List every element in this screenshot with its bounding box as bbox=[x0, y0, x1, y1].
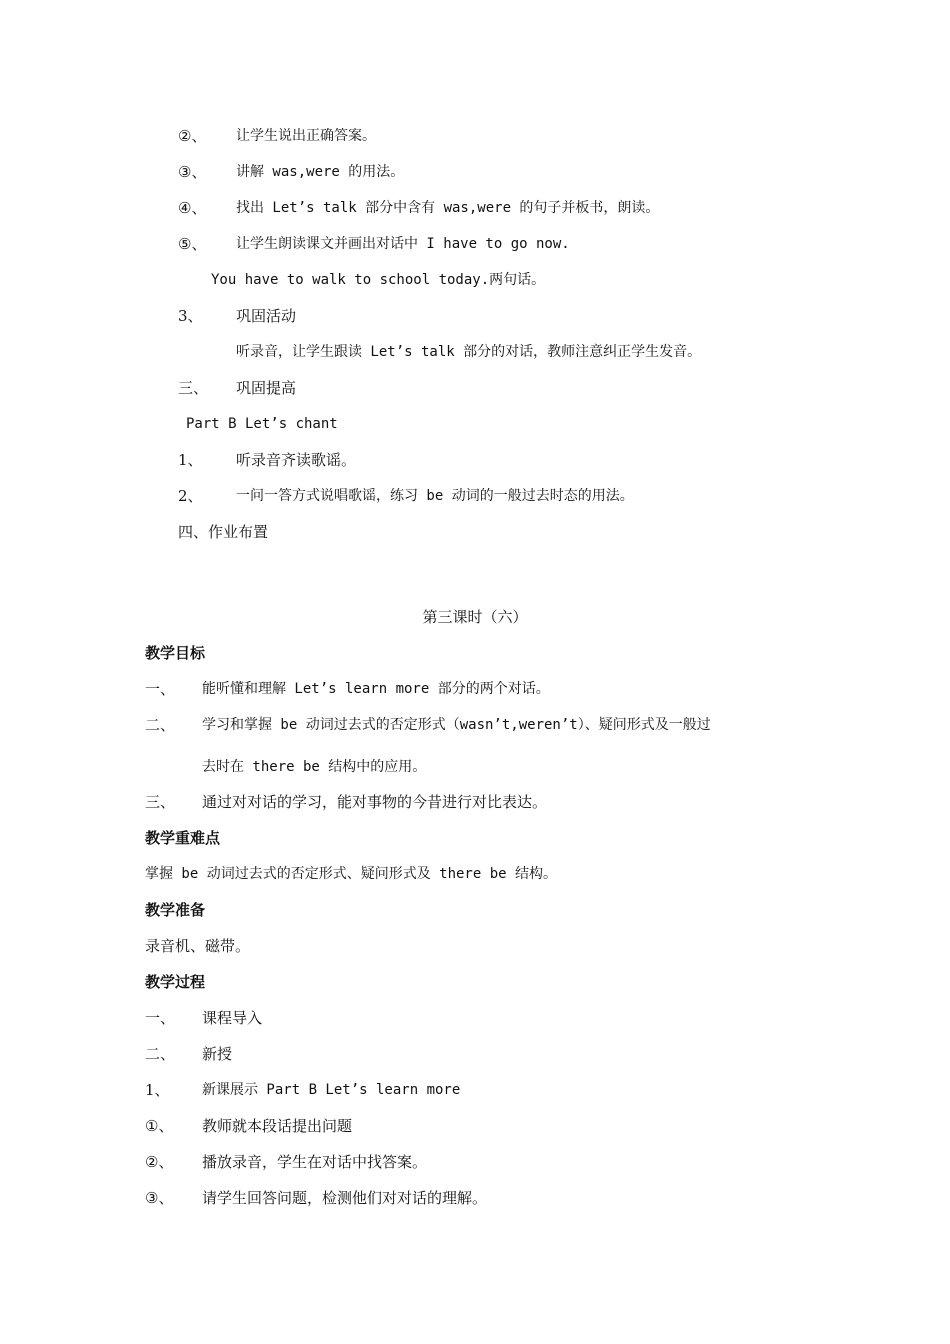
item-text-continued: 去时在 there be 结构中的应用。 bbox=[202, 759, 427, 775]
item-marker: ③、 bbox=[145, 1189, 174, 1207]
item-text: 教师就本段话提出问题 bbox=[202, 1117, 353, 1135]
step3-detail: 听录音，让学生跟读 Let’s talk 部分的对话，教师注意纠正学生发音。 bbox=[236, 344, 702, 360]
item-text: 新课展示 Part B Let’s learn more bbox=[202, 1082, 461, 1098]
item-text: 巩固活动 bbox=[236, 307, 297, 325]
item-marker: 一、 bbox=[145, 680, 176, 698]
item-marker: 2、 bbox=[178, 487, 203, 505]
item-marker: 1、 bbox=[178, 451, 203, 469]
item-marker: ④、 bbox=[178, 199, 207, 217]
item-text: 听录音齐读歌谣。 bbox=[236, 451, 357, 469]
item-text: 一问一答方式说唱歌谣，练习 be 动词的一般过去时态的用法。 bbox=[236, 488, 634, 504]
item-marker: 一、 bbox=[145, 1009, 176, 1027]
preparation-text: 录音机、磁带。 bbox=[145, 937, 251, 955]
item-text: 请学生回答问题，检测他们对对话的理解。 bbox=[202, 1189, 488, 1207]
item-text: 新授 bbox=[202, 1045, 233, 1063]
item-marker: 三、 bbox=[145, 793, 176, 811]
item-marker: 3、 bbox=[178, 307, 203, 325]
item-text: 播放录音，学生在对话中找答案。 bbox=[202, 1153, 428, 1171]
item-text: 学习和掌握 be 动词过去式的否定形式（wasn’t,weren’t）、疑问形式及一般过 bbox=[202, 717, 711, 733]
key-points-heading: 教学重难点 bbox=[145, 829, 221, 847]
goals-heading: 教学目标 bbox=[145, 644, 206, 662]
process-heading: 教学过程 bbox=[145, 973, 206, 991]
key-points-text: 掌握 be 动词过去式的否定形式、疑问形式及 there be 结构。 bbox=[145, 866, 558, 882]
item-marker: 1、 bbox=[145, 1081, 170, 1099]
item-text: 找出 Let’s talk 部分中含有 was,were 的句子并板书，朗读。 bbox=[236, 200, 660, 216]
item-text: 巩固提高 bbox=[236, 379, 297, 397]
item-text: 让学生朗读课文并画出对话中 I have to go now. bbox=[236, 236, 570, 252]
homework-heading: 四、作业布置 bbox=[178, 523, 269, 541]
item-marker: ⑤、 bbox=[178, 235, 207, 253]
continuation-text: You have to walk to school today.两句话。 bbox=[211, 272, 546, 288]
item-text: 课程导入 bbox=[202, 1009, 263, 1027]
item-marker: ②、 bbox=[145, 1153, 174, 1171]
item-marker: ①、 bbox=[145, 1117, 174, 1135]
item-marker: 二、 bbox=[145, 1045, 176, 1063]
lesson-title: 第三课时（六） bbox=[422, 608, 528, 626]
part-b-heading: Part B Let’s chant bbox=[186, 416, 338, 432]
item-marker: 二、 bbox=[145, 716, 176, 734]
item-text: 讲解 was,were 的用法。 bbox=[236, 164, 405, 180]
item-text: 通过对对话的学习，能对事物的今昔进行对比表达。 bbox=[202, 793, 548, 811]
item-marker: ②、 bbox=[178, 127, 207, 145]
item-text: 能听懂和理解 Let’s learn more 部分的两个对话。 bbox=[202, 681, 550, 697]
item-text: 让学生说出正确答案。 bbox=[236, 128, 376, 144]
item-marker: ③、 bbox=[178, 163, 207, 181]
preparation-heading: 教学准备 bbox=[145, 901, 206, 919]
item-marker: 三、 bbox=[178, 379, 209, 397]
